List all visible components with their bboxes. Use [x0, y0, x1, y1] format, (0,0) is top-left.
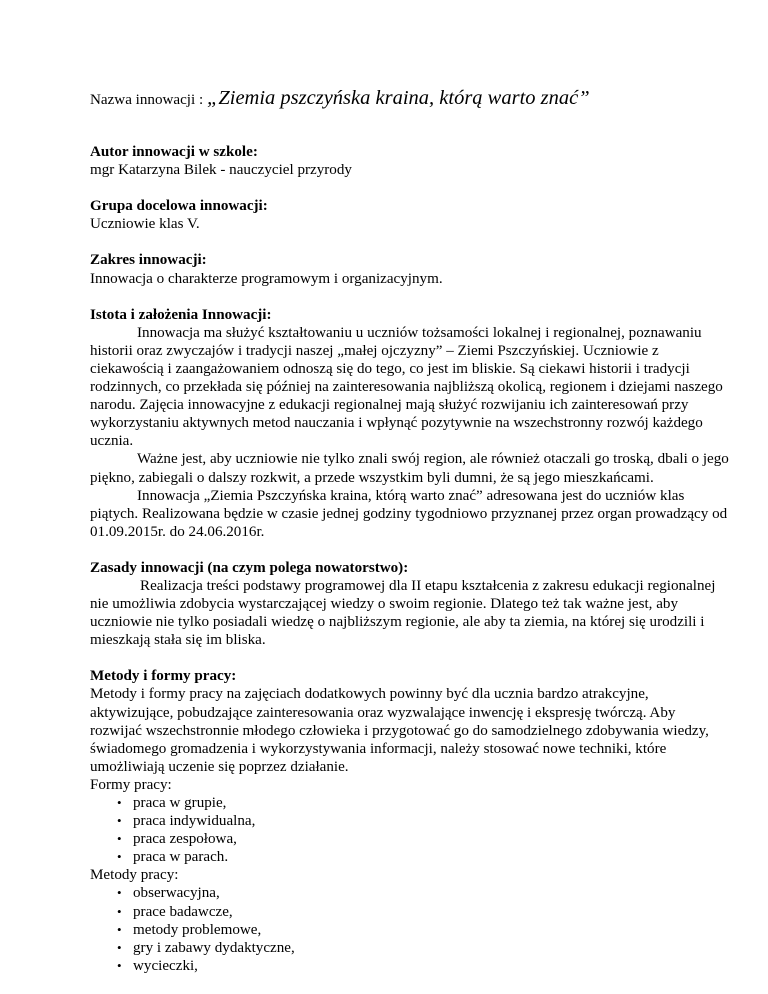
author-section	[90, 143, 730, 179]
scope-section	[90, 251, 730, 287]
target-group-heading: Grupa docelowa innowacji:	[90, 198, 268, 215]
principles-section	[90, 559, 730, 649]
forms-list	[90, 794, 730, 866]
methods-section	[90, 667, 730, 975]
innovation-title-line	[90, 89, 730, 109]
essence-paragraph-3: Innowacja „Ziemia Pszczyńska kraina, którą warto znać” adresowana jest do uczniów klas piątych. Realizowana będzie w czasie jednej godziny tygodniowo przyznanej przez organ prowadzący od 01.09.2015r. do 24.06.2016r.	[90, 487, 728, 540]
principles-heading: Zasady innowacji (na czym polega nowatorstwo):	[90, 559, 409, 576]
list-item: • obserwacyjna,	[90, 884, 730, 902]
target-group-section	[90, 197, 730, 233]
essence-paragraph-2: Ważne jest, aby uczniowie nie tylko znali swój region, ale również otaczali go troską, dbali o jego piękno, zabiegali o dalszy rozkwit, a przede wszystkim byli dumni, że są jego mieszkańcami.	[90, 451, 729, 486]
list-item: • praca w parach.	[90, 848, 730, 866]
innovation-title: „Ziemia pszczyńska kraina, którą warto znać”	[206, 87, 590, 109]
list-item: • gry i zabawy dydaktyczne,	[90, 939, 730, 957]
list-item: • praca w grupie,	[90, 794, 730, 812]
essence-heading: Istota i założenia Innowacji:	[90, 306, 272, 323]
list-item: • wycieczki,	[90, 957, 730, 975]
scope-text: Innowacja o charakterze programowym i organizacyjnym.	[90, 270, 443, 287]
list-item: • metody problemowe,	[90, 921, 730, 939]
document-page	[90, 89, 730, 975]
methods-text: Metody i formy pracy na zajęciach dodatkowych powinny być dla ucznia bardzo atrakcyjne, aktywizujące, pobudzające zainteresowania oraz wyzwalające inwencję i ekspresję twórczą. Aby rozwijać wszechstronnie młodego człowieka i przygotować go do samodzielnego zdobywania wiedzy, świadomego gromadzenia i wykorzystywania informacji, należy stosować nowe techniki, które umożliwiają uczenie się poprzez działanie.	[90, 686, 709, 775]
methods-list	[90, 884, 730, 974]
essence-paragraph-1: Innowacja ma służyć kształtowaniu u uczniów tożsamości lokalnej i regionalnej, poznawaniu historii oraz zwyczajów i tradycji naszej „małej ojczyzny” – Ziemi Pszczyńskiej. Uczniowie z ciekawością i zaangażowaniem odnoszą się do tego, co jest im bliskie. Są ciekawi historii i tradycji rodzinnych, co przekłada się później na zainteresowania najbliższą okolicą, regionem i dziejami naszego narodu. Zajęcia innowacyjne z edukacji regionalnej mają służyć rozwijaniu ich zainteresowań przy wykorzystaniu aktywnych metod nauczania i wpłynąć pozytywnie na wszechstronny rozwój każdego ucznia.	[90, 324, 723, 450]
author-heading: Autor innowacji w szkole:	[90, 144, 258, 161]
methods-label: Metody pracy:	[90, 867, 179, 884]
essence-section	[90, 306, 730, 541]
list-item: • praca zespołowa,	[90, 830, 730, 848]
methods-heading: Metody i formy pracy:	[90, 668, 237, 685]
principles-text: Realizacja treści podstawy programowej dla II etapu kształcenia z zakresu edukacji regionalnej nie umożliwia zdobycia wystarczającej wiedzy o swoim regionie. Dlatego też tak ważne jest, aby uczniowie nie tylko posiadali wiedzę o najbliższym regionie, ale aby ta ziemia, na której się urodzili i mieszkają stała się im bliska.	[90, 577, 716, 649]
forms-label: Formy pracy:	[90, 776, 172, 793]
author-text: mgr Katarzyna Bilek - nauczyciel przyrody	[90, 162, 352, 179]
innovation-title-label: Nazwa innowacji :	[90, 92, 204, 108]
list-item: • praca indywidualna,	[90, 812, 730, 830]
list-item: • prace badawcze,	[90, 903, 730, 921]
target-group-text: Uczniowie klas V.	[90, 216, 200, 233]
scope-heading: Zakres innowacji:	[90, 252, 207, 269]
